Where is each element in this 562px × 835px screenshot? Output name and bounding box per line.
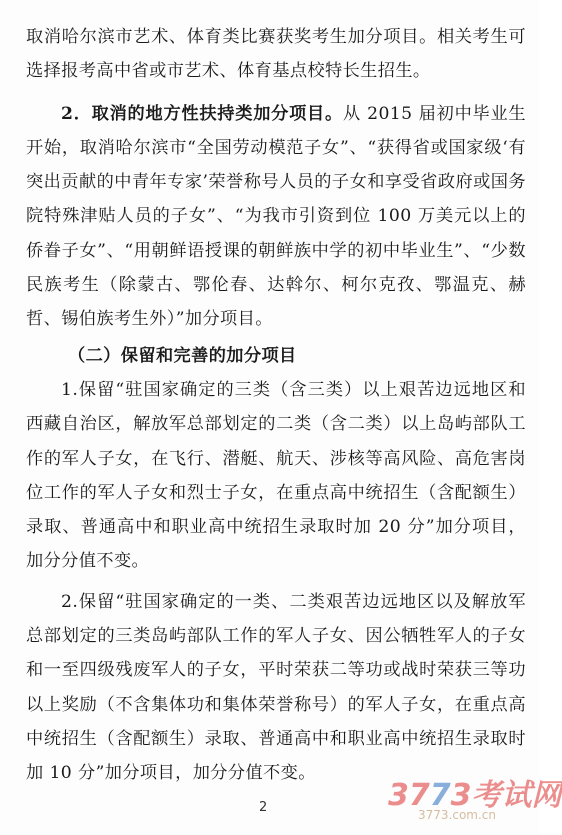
paragraph-lead-heading: 2．取消的地方性扶持类加分项目。 — [61, 103, 343, 124]
watermark-url: 3773.com.cn — [418, 808, 496, 822]
section-heading-retained-items: （二）保留和完善的加分项目 — [68, 345, 297, 366]
paragraph-retain-item-1: 1.保留“驻国家确定的三类（含三类）以上艰苦边远地区和西藏自治区，解放军总部划定的二类（含二类）以上岛屿部队工作的军人子女，在飞行、潜艇、航天、涉核等高风险、高危害岗位工作的军人子女和烈士子女，在重点高中统招生（含配额生）录取、普通高中和职业高中统招生录取时加 20 分”加分项目，加分分值不变。 — [26, 379, 526, 572]
watermark-brand-cn: 考试网 — [471, 778, 562, 813]
paragraph-local-support-items — [26, 97, 526, 337]
document-body — [26, 6, 526, 791]
paragraph-continuation: 取消哈尔滨市艺术、体育类比赛获奖考生加分项目。相关考生可选择报考高中省或市艺术、体育基点校特长生招生。 — [26, 27, 526, 82]
paragraph-retain-item-2: 2.保留“驻国家确定的一类、二类艰苦边远地区以及解放军总部划定的三类岛屿部队工作的军人子女、因公牺牲军人的子女和一至四级残废军人的子女，平时荣获二等功或战时荣获三等功以上奖励（不含集体功和集体荣誉称号）的军人子女，在重点高中统招生（含配额生）录取、普通高中和职业高中统招生录取时加 10 分”加分项目，加分分值不变。 — [26, 591, 526, 784]
paragraph-local-support-text: 从 2015 届初中毕业生开始，取消哈尔滨市“全国劳动模范子女”、“获得省或国家级‘有突出贡献的中青年专家’荣誉称号人员的子女和享受省政府或国务院特殊津贴人员的子女”、“为我市引资到位 100 万美元以上的侨眷子女”、“用朝鲜语授课的朝鲜族中学的初中毕业生”、“少数民族考生（除蒙古、鄂伦春、达斡尔、柯尔克孜、鄂温克、赫哲、锡伯族考生外）”加分项目。 — [26, 103, 526, 330]
watermark-brand-part-c: 3 — [450, 778, 472, 813]
site-watermark-logo — [382, 770, 562, 830]
watermark-brand-part-b: 7 — [429, 778, 451, 813]
page-number: 2 — [259, 800, 268, 815]
watermark-brand-part-a: 37 — [388, 778, 430, 813]
